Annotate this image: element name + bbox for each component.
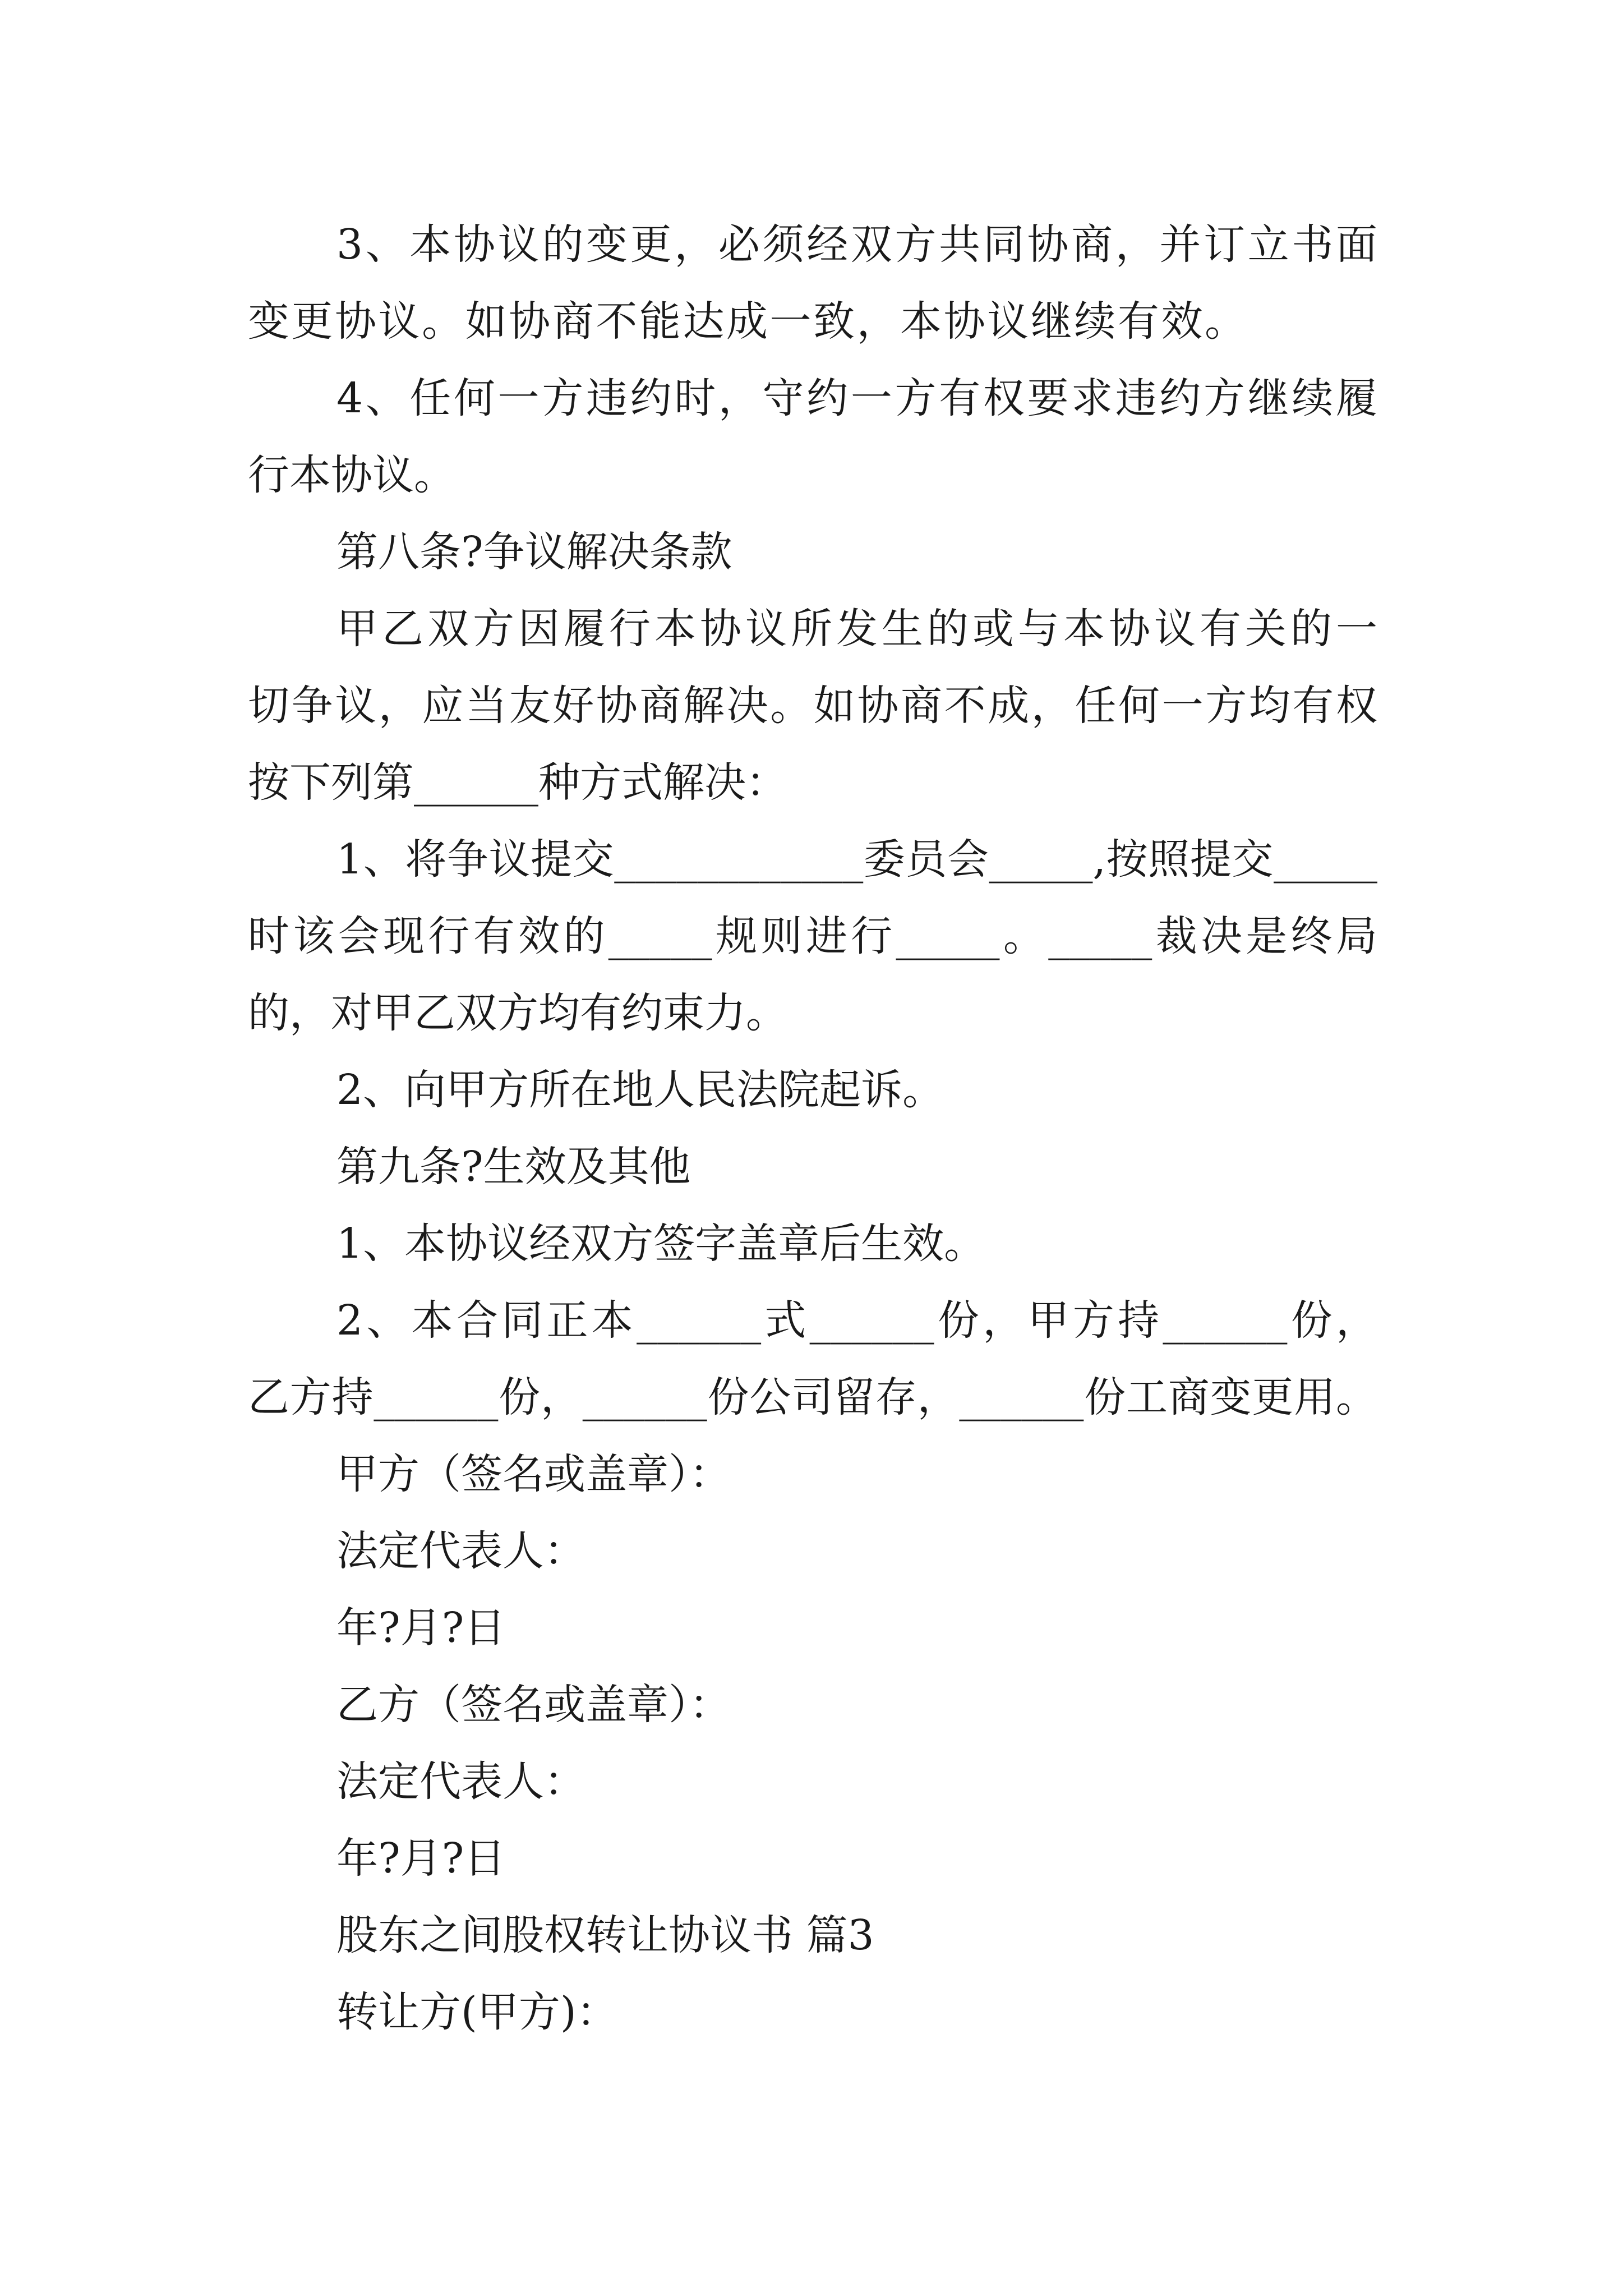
article-8-body-end: 按下列第______种方式解决： bbox=[248, 758, 787, 807]
article-8-option-2: 2、向甲方所在地人民法院起诉。 bbox=[336, 1066, 944, 1114]
article-8-body: 甲乙双方因履行本协议所发生的或与本协议有关的一 bbox=[336, 605, 1377, 653]
clause-7-item-3-cont: 变更协议。如协商不能达成一致，本协议继续有效。 bbox=[248, 297, 1246, 346]
transferor-label: 转让方(甲方)： bbox=[336, 1988, 618, 2036]
party-b-legal-rep: 法定代表人： bbox=[336, 1757, 585, 1806]
clause-7-item-3: 3、本协议的变更，必须经双方共同协商，并订立书面 bbox=[336, 220, 1377, 269]
party-a-legal-rep: 法定代表人： bbox=[336, 1527, 585, 1575]
party-a-signature: 甲方（签名或盖章）： bbox=[336, 1450, 731, 1498]
article-8-heading: 第八条?争议解决条款 bbox=[336, 528, 732, 576]
clause-7-item-4: 4、任何一方违约时，守约一方有权要求违约方继续履 bbox=[336, 374, 1377, 422]
article-9-item-2: 2、本合同正本______式______份，甲方持______份， bbox=[336, 1296, 1377, 1345]
party-a-date: 年?月?日 bbox=[336, 1604, 506, 1652]
party-b-signature: 乙方（签名或盖章）： bbox=[336, 1681, 731, 1729]
section-title: 股东之间股权转让协议书 篇3 bbox=[336, 1911, 874, 1959]
article-8-body-cont: 切争议，应当友好协商解决。如协商不成，任何一方均有权 bbox=[248, 682, 1377, 730]
article-9-item-1: 1、本协议经双方签字盖章后生效。 bbox=[336, 1220, 986, 1268]
article-9-heading: 第九条?生效及其他 bbox=[336, 1143, 691, 1191]
party-b-date: 年?月?日 bbox=[336, 1834, 506, 1883]
clause-7-item-4-cont: 行本协议。 bbox=[248, 451, 455, 499]
article-8-option-1-cont: 时该会现行有效的_____规则进行_____。_____裁决是终局 bbox=[248, 912, 1377, 960]
article-8-option-1-end: 的，对甲乙双方均有约束力。 bbox=[248, 989, 787, 1037]
article-8-option-1: 1、将争议提交____________委员会_____,按照提交_____ bbox=[336, 835, 1377, 884]
article-9-item-2-cont: 乙方持______份，______份公司留存，______份工商变更用。 bbox=[248, 1373, 1377, 1421]
